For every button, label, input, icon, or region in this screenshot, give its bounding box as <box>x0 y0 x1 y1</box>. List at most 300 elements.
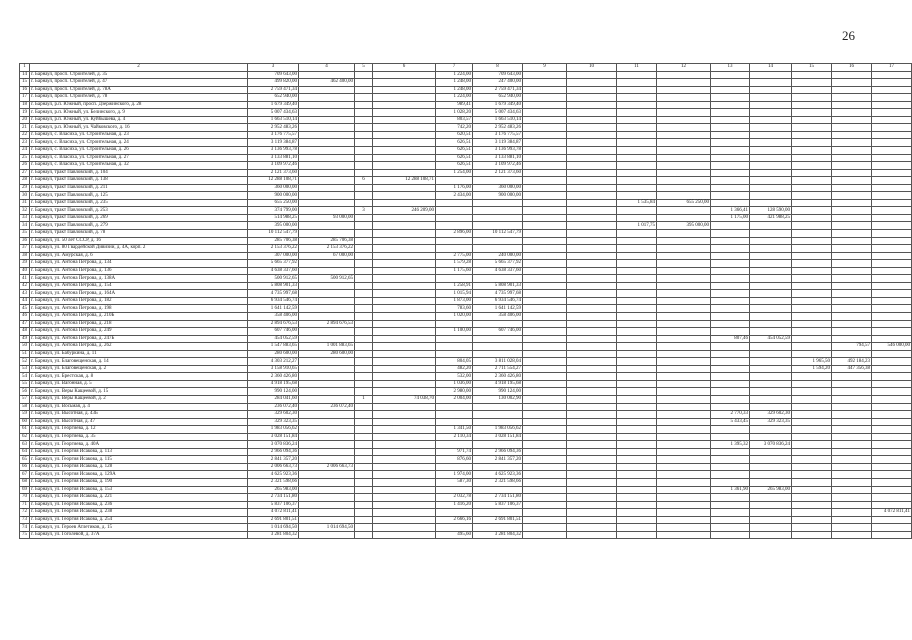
table-row <box>20 184 912 192</box>
amount-cell <box>473 275 523 283</box>
amount-cell: 1 679 349,40 <box>473 101 523 109</box>
amount-cell <box>750 237 792 245</box>
amount-cell: 1 663 510,14 <box>473 116 523 124</box>
amount-cell <box>711 524 750 532</box>
amount-cell <box>750 177 792 185</box>
amount-cell <box>711 479 750 487</box>
amount-cell <box>567 94 617 102</box>
amount-cell <box>792 403 832 411</box>
amount-cell <box>711 86 750 94</box>
amount-cell: 5 808 901,33 <box>248 282 299 290</box>
amount-cell <box>711 358 750 366</box>
amount-cell <box>523 494 567 502</box>
amount-cell: 1 175,00 <box>711 214 750 222</box>
amount-cell <box>373 252 436 260</box>
amount-cell: 492 184,23 <box>832 358 872 366</box>
table-row <box>20 199 912 207</box>
amount-cell <box>473 524 523 532</box>
amount-cell: 5 665 377,92 <box>248 260 299 268</box>
amount-cell <box>711 305 750 313</box>
amount-cell: 5 808 901,33 <box>473 282 523 290</box>
amount-cell <box>792 290 832 298</box>
amount-cell <box>523 396 567 404</box>
amount-cell <box>792 486 832 494</box>
amount-cell <box>792 86 832 94</box>
table-row <box>20 252 912 260</box>
amount-cell <box>373 297 436 305</box>
amount-cell <box>872 237 912 245</box>
amount-cell <box>523 463 567 471</box>
amount-cell: 3 070 836,24 <box>248 441 299 449</box>
amount-cell <box>792 154 832 162</box>
address-cell: г. Барнаул, тракт Павловский, д. 125 <box>30 192 248 200</box>
amount-cell <box>832 531 872 539</box>
address-cell: г. Барнаул, тракт Павловский, д. 279 <box>30 222 248 230</box>
amount-cell <box>355 441 373 449</box>
amount-cell <box>872 252 912 260</box>
amount-cell: 236 072,40 <box>299 403 355 411</box>
amount-cell <box>750 373 792 381</box>
amount-cell: 1 641 142,59 <box>248 305 299 313</box>
amount-cell <box>473 486 523 494</box>
amount-cell <box>832 229 872 237</box>
row-number: 54 <box>20 373 30 381</box>
column-number: 12 <box>657 64 711 72</box>
column-number: 9 <box>523 64 567 72</box>
amount-cell <box>792 335 832 343</box>
amount-cell <box>792 313 832 321</box>
amount-cell <box>355 531 373 539</box>
address-cell: г. Барнаул, ул. Антона Петрова, д. 247Б <box>30 335 248 343</box>
address-cell: г. Барнаул, ул. Антона Петрова, д. 182 <box>30 297 248 305</box>
amount-cell <box>832 471 872 479</box>
row-number: 53 <box>20 365 30 373</box>
amount-cell <box>832 373 872 381</box>
row-number: 75 <box>20 531 30 539</box>
amount-cell <box>299 501 355 509</box>
amount-cell: 3 176 775,57 <box>473 131 523 139</box>
address-cell: г. Барнаул, ул. Антона Петрова, д. 154 <box>30 282 248 290</box>
amount-cell <box>617 86 657 94</box>
address-cell: г. Барнаул, ул. Георгия Исакова, д. 153 <box>30 486 248 494</box>
amount-cell <box>711 192 750 200</box>
amount-cell <box>523 245 567 253</box>
amount-cell: 3 281 804,32 <box>248 531 299 539</box>
amount-cell: 4 918 195,68 <box>248 380 299 388</box>
amount-cell: 2 666,16 <box>436 516 473 524</box>
amount-cell: 587,30 <box>436 479 473 487</box>
amount-cell <box>617 350 657 358</box>
amount-cell <box>792 131 832 139</box>
amount-cell <box>436 177 473 185</box>
column-number: 17 <box>872 64 912 72</box>
amount-cell <box>355 86 373 94</box>
row-number: 72 <box>20 509 30 517</box>
amount-cell <box>792 509 832 517</box>
amount-cell <box>711 373 750 381</box>
column-number: 4 <box>299 64 355 72</box>
amount-cell: 2 759 471,34 <box>248 86 299 94</box>
amount-cell <box>299 146 355 154</box>
amount-cell: 2 759 471,34 <box>473 86 523 94</box>
amount-cell <box>567 471 617 479</box>
amount-cell <box>872 305 912 313</box>
amount-cell: 4 625 923,36 <box>473 471 523 479</box>
amount-cell <box>657 71 711 79</box>
amount-cell <box>617 146 657 154</box>
amount-cell <box>617 479 657 487</box>
amount-cell: 652 940,00 <box>473 94 523 102</box>
address-cell: г. Барнаул, ул. Антона Петрова, д. 218 <box>30 320 248 328</box>
amount-cell <box>750 380 792 388</box>
amount-cell <box>832 71 872 79</box>
amount-cell <box>711 260 750 268</box>
amount-cell <box>872 380 912 388</box>
amount-cell <box>373 199 436 207</box>
amount-cell: 3 <box>355 207 373 215</box>
amount-cell <box>657 373 711 381</box>
amount-cell <box>567 154 617 162</box>
amount-cell <box>872 486 912 494</box>
amount-cell <box>750 365 792 373</box>
amount-cell: 1 579,28 <box>436 260 473 268</box>
amount-cell: 1 015,94 <box>436 290 473 298</box>
amount-cell <box>373 116 436 124</box>
amount-cell <box>617 305 657 313</box>
address-cell: г. Барнаул, р.п. Южный, ул. Куйбышева, д. 4 <box>30 116 248 124</box>
amount-cell <box>657 245 711 253</box>
amount-cell <box>299 365 355 373</box>
amount-cell <box>657 260 711 268</box>
amount-cell <box>617 403 657 411</box>
table-row <box>20 396 912 404</box>
table-row <box>20 154 912 162</box>
amount-cell <box>617 411 657 419</box>
amount-cell <box>750 109 792 117</box>
amount-cell <box>711 94 750 102</box>
amount-cell <box>617 441 657 449</box>
amount-cell <box>617 516 657 524</box>
address-cell: г. Барнаул, ул. Веры Кащеевой, д. 15 <box>30 388 248 396</box>
table-row <box>20 509 912 517</box>
amount-cell <box>711 116 750 124</box>
amount-cell <box>617 343 657 351</box>
table-row <box>20 328 912 336</box>
row-number: 73 <box>20 516 30 524</box>
amount-cell: 6 934 546,74 <box>473 297 523 305</box>
amount-cell <box>657 154 711 162</box>
table-row <box>20 139 912 147</box>
amount-cell <box>750 154 792 162</box>
column-number: 16 <box>832 64 872 72</box>
amount-cell <box>711 229 750 237</box>
amount-cell: 4 638 337,60 <box>473 267 523 275</box>
amount-cell <box>657 313 711 321</box>
amount-cell <box>872 494 912 502</box>
amount-cell: 482,20 <box>436 365 473 373</box>
amount-cell <box>473 441 523 449</box>
amount-cell <box>711 139 750 147</box>
amount-cell <box>523 531 567 539</box>
amount-cell: 284 041,60 <box>248 396 299 404</box>
amount-cell <box>617 101 657 109</box>
amount-cell: 1 535,84 <box>617 199 657 207</box>
amount-cell <box>711 282 750 290</box>
amount-cell: 1 983 056,62 <box>473 426 523 434</box>
amount-cell <box>299 531 355 539</box>
amount-cell <box>523 441 567 449</box>
amount-cell <box>523 343 567 351</box>
amount-cell <box>657 229 711 237</box>
amount-cell <box>473 411 523 419</box>
table-row <box>20 260 912 268</box>
amount-cell: 1 020,00 <box>436 313 473 321</box>
amount-cell <box>657 380 711 388</box>
amount-cell: 2 896,00 <box>436 229 473 237</box>
amount-cell <box>523 509 567 517</box>
table-row <box>20 275 912 283</box>
amount-cell: 2 775,00 <box>436 252 473 260</box>
amount-cell <box>711 456 750 464</box>
amount-cell: 2 734 151,80 <box>248 494 299 502</box>
amount-cell: 626,51 <box>436 139 473 147</box>
amount-cell <box>355 162 373 170</box>
amount-cell <box>750 320 792 328</box>
amount-cell <box>373 86 436 94</box>
amount-cell <box>617 486 657 494</box>
amount-cell <box>832 297 872 305</box>
amount-cell <box>832 116 872 124</box>
amount-cell: 4 735 997,68 <box>248 290 299 298</box>
amount-cell <box>872 109 912 117</box>
amount-cell <box>523 426 567 434</box>
amount-cell <box>750 358 792 366</box>
amount-cell <box>373 343 436 351</box>
amount-cell <box>872 531 912 539</box>
amount-cell <box>832 448 872 456</box>
amount-cell: 329 323,35 <box>248 418 299 426</box>
column-number: 3 <box>248 64 299 72</box>
amount-cell <box>792 343 832 351</box>
amount-cell <box>523 524 567 532</box>
amount-cell <box>355 169 373 177</box>
row-number: 40 <box>20 267 30 275</box>
amount-cell: 1 036,00 <box>436 380 473 388</box>
amount-cell <box>832 275 872 283</box>
amount-cell: 1 175,60 <box>436 267 473 275</box>
amount-cell <box>792 184 832 192</box>
amount-cell <box>872 71 912 79</box>
amount-cell <box>567 335 617 343</box>
row-number: 60 <box>20 418 30 426</box>
amount-cell <box>373 494 436 502</box>
amount-cell <box>792 116 832 124</box>
amount-cell <box>299 313 355 321</box>
row-number: 37 <box>20 245 30 253</box>
table-row <box>20 433 912 441</box>
amount-cell <box>436 214 473 222</box>
amount-cell <box>832 79 872 87</box>
amount-cell <box>617 79 657 87</box>
amount-cell <box>711 71 750 79</box>
amount-cell <box>523 297 567 305</box>
amount-cell <box>373 358 436 366</box>
amount-cell <box>355 101 373 109</box>
amount-cell <box>617 192 657 200</box>
amount-cell <box>872 207 912 215</box>
amount-cell: 10 112 547,79 <box>473 229 523 237</box>
amount-cell <box>750 124 792 132</box>
amount-cell <box>567 524 617 532</box>
amount-cell <box>567 124 617 132</box>
amount-cell <box>832 479 872 487</box>
amount-cell <box>299 471 355 479</box>
amount-cell <box>355 116 373 124</box>
amount-cell <box>523 350 567 358</box>
amount-cell <box>373 290 436 298</box>
amount-cell: 360 000,00 <box>473 184 523 192</box>
amount-cell <box>872 471 912 479</box>
amount-cell <box>299 486 355 494</box>
amount-cell <box>617 426 657 434</box>
amount-cell <box>373 426 436 434</box>
amount-cell: 454 052,59 <box>248 335 299 343</box>
amount-cell <box>355 245 373 253</box>
amount-cell <box>373 433 436 441</box>
amount-cell <box>523 214 567 222</box>
amount-cell <box>832 222 872 230</box>
amount-cell <box>373 267 436 275</box>
amount-cell <box>617 396 657 404</box>
amount-cell: 3 158 910,65 <box>248 365 299 373</box>
amount-cell <box>832 396 872 404</box>
amount-cell <box>872 124 912 132</box>
amount-cell: 2 121 373,60 <box>248 169 299 177</box>
amount-cell <box>373 350 436 358</box>
amount-cell <box>617 448 657 456</box>
amount-cell <box>355 380 373 388</box>
amount-cell: 2 032,78 <box>436 494 473 502</box>
address-cell: г. Барнаул, с. Власиха, ул. Строительная, д. 32 <box>30 162 248 170</box>
amount-cell <box>299 260 355 268</box>
amount-cell <box>657 320 711 328</box>
row-number: 61 <box>20 426 30 434</box>
amount-cell <box>299 335 355 343</box>
amount-cell <box>567 501 617 509</box>
amount-cell <box>355 426 373 434</box>
amount-cell <box>299 358 355 366</box>
column-number: 13 <box>711 64 750 72</box>
column-number: 7 <box>436 64 473 72</box>
amount-cell <box>711 494 750 502</box>
amount-cell <box>711 146 750 154</box>
amount-cell <box>436 403 473 411</box>
amount-cell <box>657 139 711 147</box>
row-number: 68 <box>20 479 30 487</box>
amount-cell <box>792 531 832 539</box>
table-row <box>20 358 912 366</box>
amount-cell <box>657 116 711 124</box>
amount-cell <box>523 290 567 298</box>
amount-cell <box>617 524 657 532</box>
row-number: 58 <box>20 403 30 411</box>
amount-cell: 247 400,00 <box>473 79 523 87</box>
amount-cell <box>657 456 711 464</box>
amount-cell: 807,46 <box>711 335 750 343</box>
amount-cell: 3 109 972,46 <box>248 162 299 170</box>
table-row <box>20 418 912 426</box>
table-row <box>20 169 912 177</box>
amount-cell <box>832 305 872 313</box>
amount-cell: 236 072,40 <box>248 403 299 411</box>
row-number: 51 <box>20 350 30 358</box>
amount-cell <box>872 222 912 230</box>
amount-cell <box>657 486 711 494</box>
amount-cell <box>373 328 436 336</box>
amount-cell <box>832 101 872 109</box>
amount-cell <box>373 403 436 411</box>
amount-cell <box>299 290 355 298</box>
amount-cell: 93 000,00 <box>299 214 355 222</box>
amount-cell: 4 735 997,68 <box>473 290 523 298</box>
amount-cell <box>373 101 436 109</box>
amount-cell <box>657 403 711 411</box>
amount-cell <box>523 418 567 426</box>
amount-cell <box>373 388 436 396</box>
amount-cell <box>657 184 711 192</box>
row-number: 56 <box>20 388 30 396</box>
table-row <box>20 162 912 170</box>
amount-cell <box>436 441 473 449</box>
amount-cell <box>792 222 832 230</box>
address-cell: г. Барнаул, тракт Павловский, д. 104 <box>30 169 248 177</box>
column-number: 5 <box>355 64 373 72</box>
amount-cell <box>750 343 792 351</box>
table-row <box>20 177 912 185</box>
row-number: 43 <box>20 290 30 298</box>
amount-cell: 1 248,00 <box>436 79 473 87</box>
amount-cell <box>792 388 832 396</box>
row-number: 26 <box>20 162 30 170</box>
amount-cell <box>750 403 792 411</box>
amount-cell <box>872 245 912 253</box>
amount-cell <box>355 456 373 464</box>
amount-cell <box>355 320 373 328</box>
amount-cell <box>832 260 872 268</box>
amount-cell: 2 321 598,66 <box>473 479 523 487</box>
amount-cell: 1 974,00 <box>436 471 473 479</box>
amount-cell <box>792 124 832 132</box>
amount-cell <box>617 328 657 336</box>
table-row <box>20 403 912 411</box>
amount-cell <box>711 320 750 328</box>
amount-cell <box>523 358 567 366</box>
amount-cell <box>832 433 872 441</box>
amount-cell: 2 980,00 <box>436 388 473 396</box>
amount-cell <box>832 388 872 396</box>
amount-cell <box>523 79 567 87</box>
amount-cell <box>711 471 750 479</box>
amount-cell <box>355 313 373 321</box>
amount-cell <box>355 509 373 517</box>
amount-cell <box>832 463 872 471</box>
row-number: 32 <box>20 207 30 215</box>
amount-cell <box>617 245 657 253</box>
amount-cell <box>567 516 617 524</box>
amount-cell <box>750 199 792 207</box>
amount-cell: 546 000,00 <box>872 343 912 351</box>
amount-cell <box>872 456 912 464</box>
